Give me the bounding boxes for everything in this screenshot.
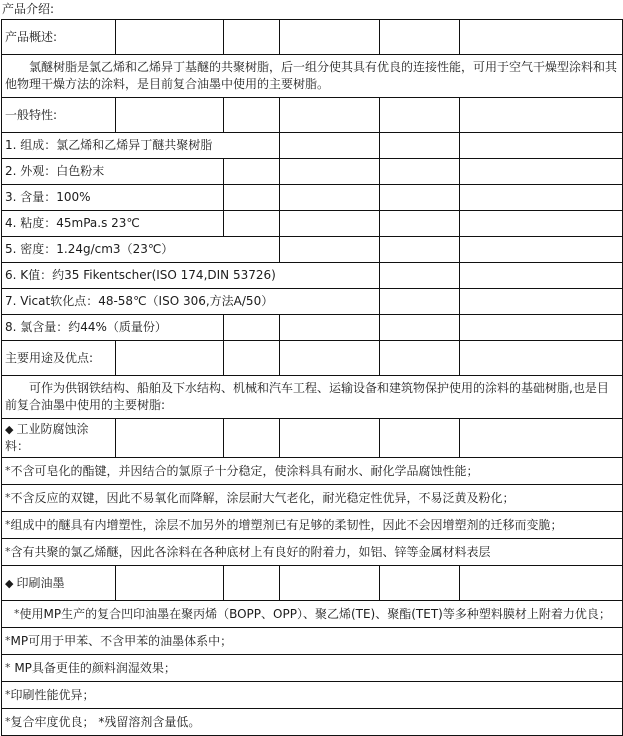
empty-cell (460, 133, 623, 159)
empty-cell (460, 237, 623, 263)
empty-cell (280, 20, 380, 55)
asterisk-icon: * (5, 634, 11, 647)
empty-cell (116, 566, 224, 601)
table-row (2, 133, 623, 159)
empty-cell (380, 263, 460, 289)
empty-cell (380, 341, 460, 376)
empty-cell (380, 211, 460, 237)
empty-cell (224, 341, 280, 376)
empty-cell (224, 315, 280, 341)
property-item-3: 3. 含量：100% (2, 185, 224, 211)
empty-cell (116, 341, 224, 376)
general-properties-header: 一般特性: (2, 98, 116, 133)
diamond-bullet-icon: ◆ (5, 423, 14, 436)
printing-point-2: *MP可用于甲苯、不含甲苯的油墨体系中； (2, 628, 623, 655)
main-uses-paragraph (2, 376, 623, 419)
empty-cell (280, 98, 380, 133)
table-row (2, 376, 623, 419)
property-item-6: 6. K值：约35 Fikentscher(ISO 174,DIN 53726) (2, 263, 380, 289)
table-row (2, 566, 623, 601)
table-row (2, 211, 623, 237)
table-row (2, 628, 623, 655)
table-row (2, 98, 623, 133)
anticorrosion-point-1: *不含可皂化的酯键，并因结合的氯原子十分稳定，使涂料具有耐水、耐化学品腐蚀性能； (2, 458, 623, 485)
table-row (2, 237, 623, 263)
property-item-7: 7. Vicat软化点：48-58℃（ISO 306,方法A/50） (2, 289, 380, 315)
product-overview-header: 产品概述: (2, 20, 116, 55)
empty-cell (116, 419, 224, 458)
empty-cell (224, 211, 280, 237)
empty-cell (460, 98, 623, 133)
empty-cell (380, 20, 460, 55)
anticorrosion-point-4: *含有共聚的氯乙烯醚，因此各涂料在各种底材上有良好的附着力，如铝、锌等金属材料表层 (2, 539, 623, 566)
paragraph-text: 氯醚树脂是氯乙烯和乙烯异丁基醚的共聚树脂，后一组分使其具有优良的连接性能，可用于空气干燥型涂料和其他物理干燥方法的涂料，是目前复合油墨中使用的主要树脂。 (5, 60, 618, 91)
table-row (2, 20, 623, 55)
paragraph-text: 可作为供钢铁结构、船舶及下水结构、机械和汽车工程、运输设备和建筑物保护使用的涂料的基础树脂,也是目前复合油墨中使用的主要树脂: (5, 381, 609, 412)
table-row (2, 682, 623, 709)
table-row (2, 419, 623, 458)
asterisk-icon: * (5, 518, 11, 531)
empty-cell (280, 341, 380, 376)
section-printing-ink: ◆ 印刷油墨 (2, 566, 116, 601)
empty-cell (380, 237, 460, 263)
asterisk-icon: * (5, 491, 11, 504)
table-row (2, 601, 623, 628)
empty-cell (460, 263, 623, 289)
empty-cell (280, 419, 380, 458)
spec-table-body (2, 20, 623, 736)
property-item-4: 4. 粘度：45mPa.s 23℃ (2, 211, 224, 237)
empty-cell (460, 341, 623, 376)
property-item-8: 8. 氯含量：约44%（质量份） (2, 315, 224, 341)
empty-cell (280, 159, 380, 185)
asterisk-icon: * (5, 688, 11, 701)
printing-point-5: *复合牢度优良； *残留溶剂含量低。 (2, 709, 623, 736)
table-row (2, 539, 623, 566)
empty-cell (380, 159, 460, 185)
empty-cell (280, 211, 380, 237)
table-row (2, 458, 623, 485)
empty-cell (460, 211, 623, 237)
table-row (2, 289, 623, 315)
empty-cell (224, 185, 280, 211)
empty-cell (280, 237, 380, 263)
section-anticorrosion-coating: ◆ 工业防腐蚀涂料： (2, 419, 116, 458)
table-row (2, 185, 623, 211)
empty-cell (380, 419, 460, 458)
asterisk-icon: * (5, 661, 11, 674)
table-row (2, 709, 623, 736)
empty-cell (224, 419, 280, 458)
empty-cell (280, 185, 380, 211)
empty-cell (380, 98, 460, 133)
main-uses-header: 主要用途及优点: (2, 341, 116, 376)
empty-cell (460, 185, 623, 211)
property-item-1: 1. 组成：氯乙烯和乙烯异丁醚共聚树脂 (2, 133, 280, 159)
empty-cell (116, 20, 224, 55)
empty-cell (460, 289, 623, 315)
empty-cell (380, 315, 460, 341)
table-row (2, 315, 623, 341)
empty-cell (460, 20, 623, 55)
product-overview-paragraph (2, 55, 623, 98)
empty-cell (224, 20, 280, 55)
asterisk-icon: * (5, 545, 11, 558)
empty-cell (460, 419, 623, 458)
empty-cell (280, 315, 380, 341)
diamond-bullet-icon: ◆ (5, 576, 14, 590)
printing-point-4: *印刷性能优异； (2, 682, 623, 709)
empty-cell (224, 159, 280, 185)
asterisk-icon: * (5, 715, 11, 728)
empty-cell (380, 566, 460, 601)
table-row (2, 341, 623, 376)
property-item-5: 5. 密度：1.24g/cm3（23℃） (2, 237, 280, 263)
asterisk-icon: * (5, 464, 11, 477)
empty-cell (224, 566, 280, 601)
empty-cell (280, 133, 380, 159)
empty-cell (380, 289, 460, 315)
printing-point-3: * MP具备更佳的颜料润湿效果； (2, 655, 623, 682)
empty-cell (460, 315, 623, 341)
anticorrosion-point-3: *组成中的醚具有内增塑性，涂层不加另外的增塑剂已有足够的柔韧性，因此不会因增塑剂的迁移而变脆； (2, 512, 623, 539)
table-row (2, 512, 623, 539)
empty-cell (460, 159, 623, 185)
table-row (2, 485, 623, 512)
empty-cell (224, 98, 280, 133)
empty-cell (116, 98, 224, 133)
page-title: 产品介绍: (2, 2, 55, 16)
table-row (2, 55, 623, 98)
empty-cell (460, 566, 623, 601)
anticorrosion-point-2: *不含反应的双键，因此不易氧化而降解，涂层耐大气老化，耐光稳定性优异，不易泛黄及粉化； (2, 485, 623, 512)
empty-cell (380, 185, 460, 211)
table-row (2, 263, 623, 289)
table-row (2, 655, 623, 682)
product-spec-table (1, 19, 623, 736)
asterisk-icon: * (14, 607, 20, 620)
property-item-2: 2. 外观：白色粉末 (2, 159, 224, 185)
table-row (2, 159, 623, 185)
empty-cell (280, 566, 380, 601)
printing-point-1: *使用MP生产的复合凹印油墨在聚丙烯（BOPP、OPP）、聚乙烯(TE)、聚酯(TET)等多种塑料膜材上附着力优良； (2, 601, 623, 628)
empty-cell (380, 133, 460, 159)
